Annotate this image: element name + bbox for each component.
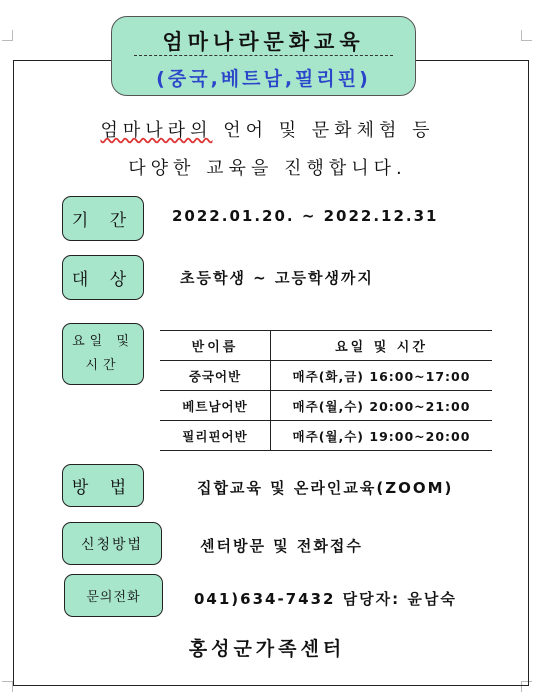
title-divider: [134, 55, 393, 56]
period-value: 2022.01.20. ~ 2022.12.31: [172, 207, 439, 225]
schedule-table: [160, 330, 492, 451]
organization-name: 홍성군가족센터: [188, 638, 346, 660]
page-corner-mark: [521, 30, 532, 41]
page-corner-mark: [2, 681, 13, 692]
class-name-cell: 필리핀어반: [160, 421, 271, 451]
class-time-cell: 매주(화,금) 16:00~17:00: [271, 361, 493, 391]
table-header-row: [160, 331, 492, 361]
class-time-cell: 매주(월,수) 20:00~21:00: [271, 391, 493, 421]
apply-value: 센터방문 및 전화접수: [200, 537, 363, 555]
class-time-cell: 매주(월,수) 19:00~20:00: [271, 421, 493, 451]
intro-line-1-rest: 언어 및 문화체험 등: [212, 120, 435, 141]
table-row: [160, 391, 492, 421]
contact-value: 041)634-7432 담당자: 윤남숙: [194, 590, 457, 608]
apply-label: 신청방법: [62, 522, 162, 565]
column-header-class: 반이름: [160, 331, 271, 361]
intro-line-2: 다양한 교육을 진행합니다.: [128, 158, 407, 179]
target-label: 대 상: [62, 255, 144, 300]
intro-line-1: [40, 116, 495, 142]
target-value: 초등학생 ~ 고등학생까지: [180, 269, 374, 287]
title-banner: [111, 16, 416, 96]
intro-emphasis: 엄마나라의: [100, 120, 213, 141]
class-name-cell: 베트남어반: [160, 391, 271, 421]
class-name-cell: 중국어반: [160, 361, 271, 391]
method-label: 방 법: [62, 464, 144, 507]
contact-label: 문의전화: [64, 574, 163, 617]
schedule-label-line2: 시간: [85, 358, 121, 373]
schedule-label: [62, 323, 144, 385]
method-value: 집합교육 및 온라인교육(ZOOM): [197, 479, 454, 497]
page-corner-mark: [2, 30, 13, 41]
column-header-time: 요일 및 시간: [271, 331, 493, 361]
period-label: 기 간: [62, 196, 144, 241]
table-row: [160, 361, 492, 391]
document-subtitle: (중국,베트남,필리핀): [156, 68, 371, 90]
document-title: 엄마나라문화교육: [162, 30, 365, 54]
table-row: [160, 421, 492, 451]
schedule-label-line1: 요일 및: [72, 334, 134, 349]
